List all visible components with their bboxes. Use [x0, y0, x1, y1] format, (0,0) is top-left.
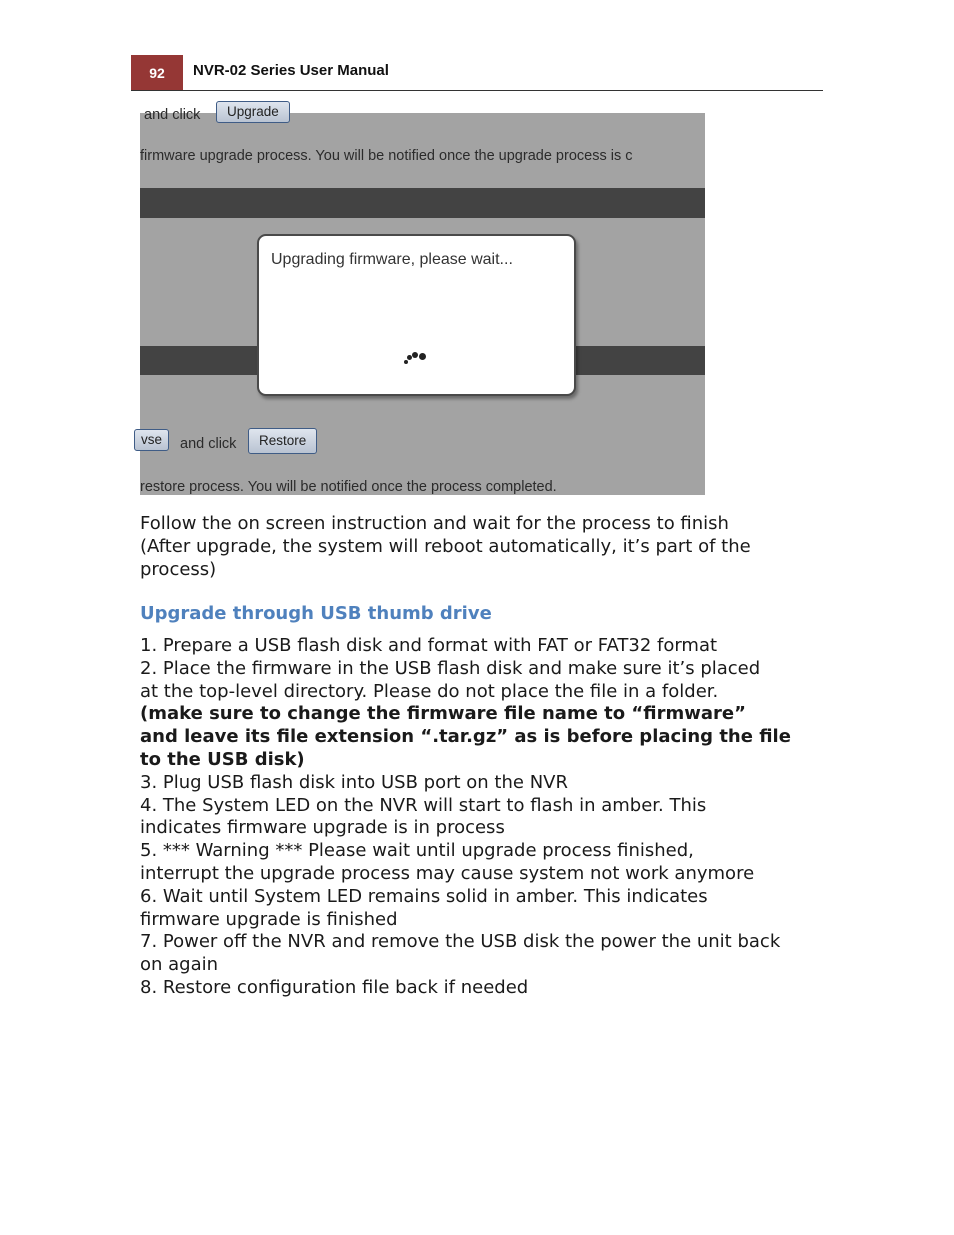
manual-title: NVR-02 Series User Manual: [193, 62, 389, 79]
step-line: 7. Power off the NVR and remove the USB disk the power the unit back: [140, 931, 781, 953]
step-line: 2. Place the firmware in the USB flash disk and make sure it’s placed: [140, 657, 761, 679]
step-note-bold: and leave its file extension “.tar.gz” as is before placing the file: [140, 726, 791, 748]
firmware-upgrade-screenshot: [140, 104, 705, 495]
header-divider: [131, 90, 823, 91]
step-line: 3. Plug USB flash disk into USB port on the NVR: [140, 771, 568, 793]
page-number: 92: [131, 55, 183, 91]
step-line: 4. The System LED on the NVR will start to flash in amber. This: [140, 794, 707, 816]
step-line: on again: [140, 954, 219, 976]
upgrade-notice-text: firmware upgrade process. You will be notified once the upgrade process is c: [140, 148, 633, 164]
restore-button[interactable]: Restore: [248, 428, 317, 454]
upgrade-instruction-text: and click: [144, 107, 201, 123]
step-note-bold: to the USB disk): [140, 748, 305, 770]
restore-notice-text: restore process. You will be notified once the process completed.: [140, 479, 557, 495]
step-line: interrupt the upgrade process may cause system not work anymore: [140, 862, 755, 884]
upgrade-button[interactable]: Upgrade: [216, 101, 290, 123]
step-line: at the top-level directory. Please do not place the file in a folder.: [140, 680, 719, 702]
section-header-bar: [140, 188, 705, 218]
step-line: 5. *** Warning *** Please wait until upgrade process finished,: [140, 840, 694, 862]
text-line: process): [140, 558, 217, 580]
text-line: (After upgrade, the system will reboot automatically, it’s part of the: [140, 535, 751, 557]
intro-paragraph: [140, 513, 751, 581]
browse-button[interactable]: vse: [134, 429, 169, 451]
loading-spinner-icon: [402, 348, 432, 368]
step-line: 1. Prepare a USB flash disk and format with FAT or FAT32 format: [140, 635, 718, 656]
step-line: 6. Wait until System LED remains solid in amber. This indicates: [140, 885, 708, 907]
step-line: 8. Restore configuration file back if needed: [140, 976, 529, 998]
usb-upgrade-steps: [140, 635, 791, 1000]
step-line: firmware upgrade is finished: [140, 908, 398, 930]
dialog-message: Upgrading firmware, please wait...: [271, 251, 513, 268]
restore-instruction-text: and click: [180, 436, 237, 452]
upgrade-progress-dialog: [257, 234, 576, 396]
text-line: Follow the on screen instruction and wait for the process to finish: [140, 513, 729, 534]
step-line: indicates firmware upgrade is in process: [140, 817, 505, 839]
section-heading: Upgrade through USB thumb drive: [140, 603, 492, 624]
step-note-bold: (make sure to change the firmware file name to “firmware”: [140, 703, 746, 725]
